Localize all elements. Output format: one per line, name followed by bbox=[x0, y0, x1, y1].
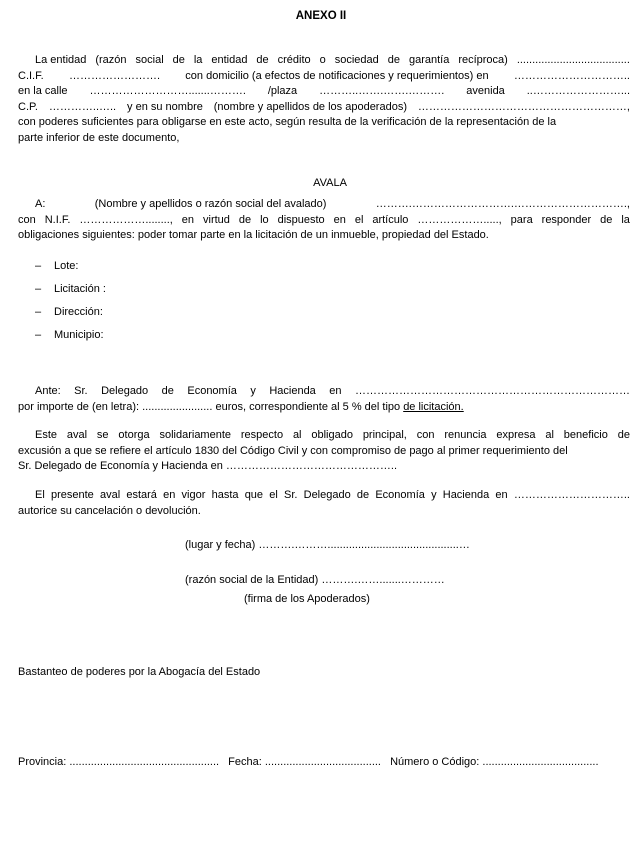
intro-dots: ..……………………... bbox=[526, 85, 630, 97]
intro-word: (razón bbox=[95, 54, 127, 66]
intro-dots: ……………………….......………. bbox=[89, 85, 246, 97]
avalado-word: A: bbox=[35, 198, 46, 210]
avalado-word: N.I.F. bbox=[44, 213, 71, 226]
vigor-word: que bbox=[244, 489, 264, 501]
solidario-text: Sr. Delegado de Economía y Hacienda en ……………………………………….. bbox=[18, 460, 398, 472]
intro-word: crédito bbox=[277, 54, 311, 66]
ante-text: por importe de (en letra): ....................... euros, correspondiente al 5 % del tipo bbox=[18, 400, 404, 413]
avalado-paragraph bbox=[18, 197, 630, 244]
aval-solidario-paragraph bbox=[18, 428, 630, 475]
dash-bullet: – bbox=[35, 306, 42, 318]
vigor-word: y bbox=[431, 489, 437, 501]
avalado-dots: ………………....., bbox=[417, 213, 502, 226]
intro-word: con domicilio (a efectos de notificaciones y requerimientos) en bbox=[185, 69, 489, 82]
intro-word: avenida bbox=[466, 85, 505, 97]
vigor-word: El bbox=[35, 489, 45, 501]
avalado-line-3 bbox=[18, 228, 630, 244]
solidario-word: renuncia bbox=[444, 429, 487, 441]
avalado-line-1 bbox=[18, 197, 630, 213]
numero-codigo-field: Número o Código: ...................................... bbox=[390, 756, 599, 768]
intro-word: garantía bbox=[408, 54, 450, 66]
avalado-word: en bbox=[333, 213, 346, 226]
avalado-word: responder bbox=[541, 213, 592, 226]
ante-line-2 bbox=[18, 400, 630, 416]
intro-word: entidad bbox=[211, 54, 248, 66]
ante-word: Hacienda bbox=[269, 385, 316, 397]
solidario-word: con bbox=[416, 429, 435, 441]
avalado-word: para bbox=[510, 213, 533, 226]
vigor-text: autorice su cancelación o devolución. bbox=[18, 504, 201, 517]
list-item-direccion bbox=[35, 305, 103, 320]
intro-dots: ………………………….. bbox=[513, 69, 630, 82]
dash-bullet: – bbox=[35, 260, 42, 272]
intro-word: recíproca) bbox=[458, 54, 508, 66]
provincia-field: Provincia: ................................................. bbox=[18, 756, 220, 768]
solidario-word: respecto bbox=[240, 429, 284, 441]
avalado-word: de bbox=[600, 213, 613, 226]
vigor-word: presente bbox=[50, 489, 94, 501]
solidario-word: beneficio bbox=[563, 429, 608, 441]
solidario-text: excusión a que se refiere el artículo 1830 del Código Civil y con compromiso de pago al primer requerimiento del bbox=[18, 444, 568, 457]
vigor-line-1 bbox=[18, 488, 630, 504]
avalado-dots: ………………........, bbox=[79, 213, 173, 226]
vigor-word: en bbox=[163, 489, 176, 501]
intro-line-4 bbox=[18, 100, 630, 116]
solidario-word: solidariamente bbox=[159, 429, 232, 441]
ante-word: Ante: bbox=[35, 385, 61, 397]
intro-word: o bbox=[319, 54, 326, 66]
intro-word: de bbox=[172, 54, 185, 66]
intro-word: sociedad bbox=[334, 54, 379, 66]
solidario-word: se bbox=[96, 429, 109, 441]
intro-dots: ..................................... bbox=[516, 54, 630, 66]
list-item-municipio bbox=[35, 328, 104, 343]
avalado-text: obligaciones siguientes: poder tomar parte en la licitación de un inmueble, propiedad del Estado. bbox=[18, 229, 489, 241]
vigor-line-2 bbox=[18, 504, 630, 520]
intro-dots: …………………………………………………, bbox=[417, 100, 630, 113]
avalado-word: virtud bbox=[203, 213, 230, 226]
avalado-word: en bbox=[181, 213, 195, 226]
intro-paragraph bbox=[18, 53, 630, 146]
avalado-line-2 bbox=[18, 213, 630, 229]
intro-word: La entidad bbox=[35, 54, 87, 66]
solidario-word: principal, bbox=[362, 429, 407, 441]
intro-word: la bbox=[193, 54, 203, 66]
intro-word: C.I.F. bbox=[18, 69, 44, 82]
vigor-dots: ………………………….. bbox=[513, 489, 630, 501]
intro-line-2 bbox=[18, 69, 630, 85]
vigor-word: en bbox=[495, 489, 508, 501]
ante-word: de bbox=[161, 385, 174, 397]
solidario-word: obligado bbox=[311, 429, 353, 441]
list-item-label: Municipio: bbox=[54, 329, 104, 341]
solidario-line-1 bbox=[18, 428, 630, 444]
avalado-word: lo bbox=[260, 213, 269, 226]
ante-word: Economía bbox=[187, 385, 237, 397]
list-item-label: Licitación : bbox=[54, 283, 106, 295]
ante-word: y bbox=[250, 385, 256, 397]
vigor-word: el bbox=[269, 489, 278, 501]
firma-line: (firma de los Apoderados) bbox=[244, 593, 370, 605]
vigor-word: Delegado bbox=[303, 489, 351, 501]
vigor-word: de bbox=[356, 489, 370, 501]
intro-line-1 bbox=[18, 53, 630, 69]
ante-word: en bbox=[329, 385, 342, 397]
avalado-word: el bbox=[354, 213, 364, 226]
intro-line-5 bbox=[18, 115, 630, 131]
solidario-word: al bbox=[292, 429, 302, 441]
solidario-word: aval bbox=[66, 429, 88, 441]
list-item-lote bbox=[35, 259, 78, 274]
solidario-word: otorga bbox=[118, 429, 150, 441]
solidario-word: Este bbox=[35, 429, 58, 441]
solidario-line-3 bbox=[18, 459, 630, 475]
intro-word: de bbox=[256, 54, 269, 66]
avalado-dots: ……….……………………….…………………………., bbox=[375, 198, 630, 210]
avalado-word: artículo bbox=[372, 213, 409, 226]
intro-word: de bbox=[387, 54, 400, 66]
vigor-paragraph bbox=[18, 488, 630, 519]
solidario-line-2 bbox=[18, 444, 630, 460]
dash-bullet: – bbox=[35, 283, 42, 295]
vigor-word: aval bbox=[99, 489, 121, 501]
list-item-label: Dirección: bbox=[54, 306, 103, 318]
intro-word: /plaza bbox=[267, 85, 298, 97]
ante-paragraph bbox=[18, 384, 630, 415]
avalado-word: de bbox=[238, 213, 252, 226]
avalado-word: dispuesto bbox=[277, 213, 325, 226]
document-page bbox=[18, 0, 630, 858]
intro-dots: ……………………. bbox=[68, 69, 161, 82]
ante-dots: ………………………………………………………………… bbox=[355, 385, 630, 397]
fecha-field: Fecha: ...................................... bbox=[228, 756, 381, 768]
dash-bullet: – bbox=[35, 329, 42, 341]
vigor-word: Economía bbox=[375, 489, 425, 501]
intro-dots: ………..…….…….………. bbox=[319, 85, 445, 97]
ante-word: Sr. bbox=[74, 385, 88, 397]
avalado-word: la bbox=[621, 213, 630, 226]
intro-line-3 bbox=[18, 84, 630, 100]
solidario-word: de bbox=[617, 429, 630, 441]
ante-word: Delegado bbox=[101, 385, 149, 397]
intro-text: parte inferior de este documento, bbox=[18, 131, 180, 144]
intro-word: C.P. bbox=[18, 100, 38, 113]
vigor-word: Sr. bbox=[283, 489, 298, 501]
ante-line-1 bbox=[18, 384, 630, 400]
intro-text: con poderes suficientes para obligarse en este acto, según resulta de la verificación de la representación de la bbox=[18, 116, 557, 128]
intro-word: social bbox=[135, 54, 164, 66]
vigor-word: vigor bbox=[181, 489, 206, 501]
avalado-word: con bbox=[18, 213, 36, 226]
solidario-word: expresa bbox=[496, 429, 536, 441]
bastanteo-label: Bastanteo de poderes por la Abogacía del Estado bbox=[18, 666, 261, 678]
vigor-word: estará bbox=[126, 489, 157, 501]
solidario-word: al bbox=[545, 429, 554, 441]
lugar-fecha-line: (lugar y fecha) ……….………...........................................… bbox=[185, 539, 470, 551]
intro-word: y en su nombre bbox=[127, 100, 203, 113]
vigor-word: hasta bbox=[211, 489, 239, 501]
intro-line-6 bbox=[18, 131, 630, 147]
document-title: ANEXO II bbox=[295, 10, 347, 22]
intro-word: en la calle bbox=[18, 85, 68, 97]
list-item-label: Lote: bbox=[54, 260, 79, 272]
intro-dots: …………..….. bbox=[48, 100, 117, 113]
vigor-word: Hacienda bbox=[442, 489, 490, 501]
avalado-word: (Nombre y apellidos o razón social del avalado) bbox=[94, 198, 327, 210]
footer-fields bbox=[18, 755, 630, 770]
intro-word: (nombre y apellidos de los apoderados) bbox=[213, 100, 407, 113]
avala-heading: AVALA bbox=[313, 177, 347, 189]
list-item-licitacion bbox=[35, 282, 106, 297]
razon-social-line: (razón social de la Entidad) ……….…….......………… bbox=[185, 574, 445, 586]
ante-underlined: de licitación. bbox=[403, 400, 464, 413]
